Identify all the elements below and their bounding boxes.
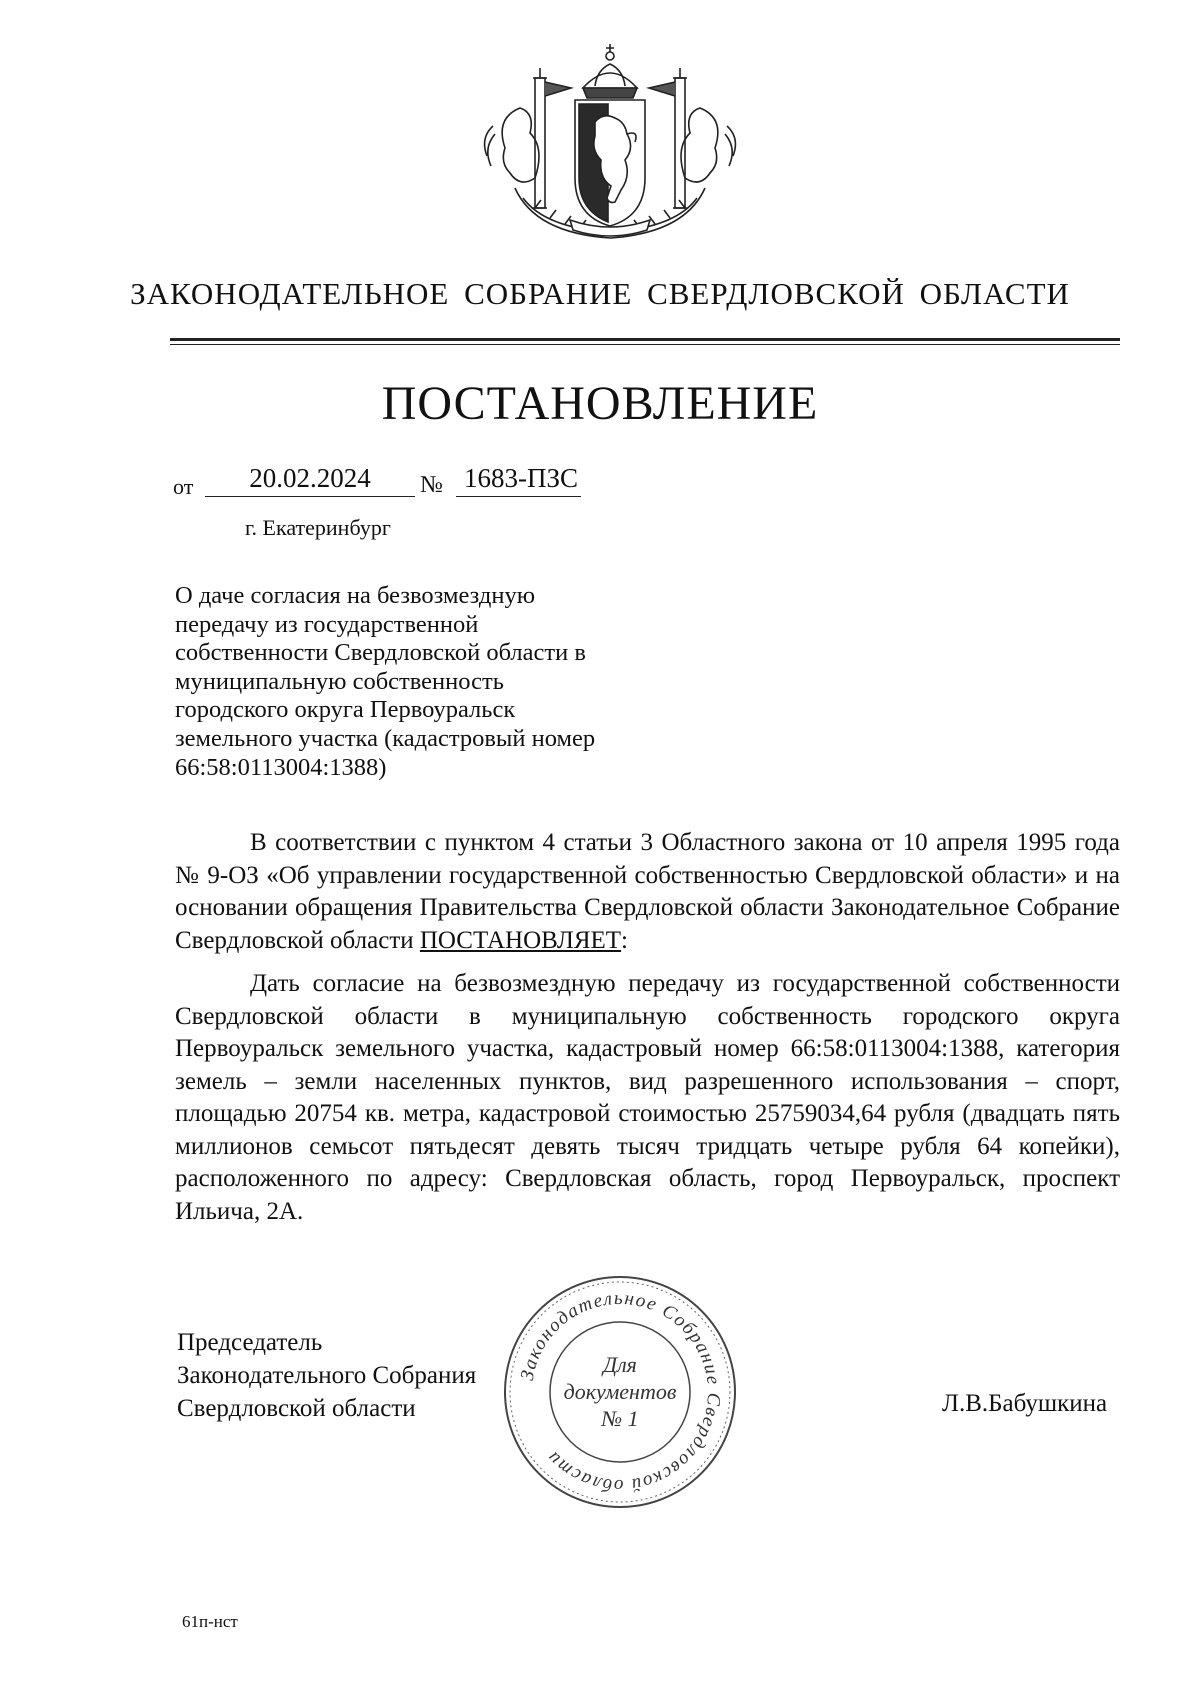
coat-of-arms-emblem xyxy=(475,38,745,243)
resolves-word: ПОСТАНОВЛЯЕТ xyxy=(419,926,622,954)
date-prefix: от xyxy=(173,474,194,499)
organization-name: ЗАКОНОДАТЕЛЬНОЕ СОБРАНИЕ СВЕРДЛОВСКОЙ ОБЛАСТИ xyxy=(130,276,1070,311)
document-number: 1683-ПЗС xyxy=(456,463,581,497)
signer-title-line-1: Председатель xyxy=(177,1329,323,1356)
stamp-line-1: Для xyxy=(603,1352,637,1377)
signer-title-line-3: Свердловской области xyxy=(177,1395,416,1422)
document-type-title: ПОСТАНОВЛЕНИЕ xyxy=(381,377,819,430)
body-paragraph-2: Дать согласие на безвозмездную передачу из государственной собственности Свердловской области в муниципальную собственность городского округа Первоуральск земельного участка, кадастровый номер 66:58:0113004:1388, категория земель – земли населенных пунктов, вид разрешенного использования – спорт, площадью 20754 кв. метра, кадастровой стоимостью 25759034,64 рубля (двадцать пять миллионов семьсот пятьдесят девять тысяч тридцать четыре рубля 64 копейки), расположенного по адресу: Свердловская область, город Первоуральск, проспект Ильича, 2А. xyxy=(175,970,1120,1225)
signer-title-line-2: Законодательного Собрания xyxy=(177,1362,477,1389)
body-paragraph-1 xyxy=(175,827,1120,957)
header-rule-thin xyxy=(170,344,1120,345)
footer-code: 61п-нст xyxy=(182,1612,238,1631)
stamp-line-3: № 1 xyxy=(601,1406,639,1431)
paragraph-1-end: : xyxy=(621,926,628,954)
document-subject: О даче согласия на безвозмездную передачу из государственной собственности Свердловской области в муниципальную собственность городского округа Первоуральск земельного участка (кадастровый номер 66:58:0113004:1388) xyxy=(175,582,596,781)
stamp-line-2: документов xyxy=(563,1379,677,1404)
stamp-ring-text: Законодательное Собрание Свердловской области xyxy=(516,1287,725,1497)
signer-title xyxy=(177,1326,476,1425)
document-date: 20.02.2024 xyxy=(205,463,415,497)
number-sign: № xyxy=(420,472,443,498)
header-rule-thick xyxy=(170,338,1120,341)
official-stamp xyxy=(500,1272,740,1512)
paragraph-1-main: В соответствии с пунктом 4 статьи 3 Областного закона от 10 апреля 1995 года № 9-ОЗ «Об управлении государственной собственностью Свердловской области» и на основании обращения Правительства Свердловской области Законодательное Собрание Свердловской области xyxy=(175,829,1120,954)
city: г. Екатеринбург xyxy=(245,515,391,540)
signer-name: Л.В.Бабушкина xyxy=(942,1390,1108,1417)
